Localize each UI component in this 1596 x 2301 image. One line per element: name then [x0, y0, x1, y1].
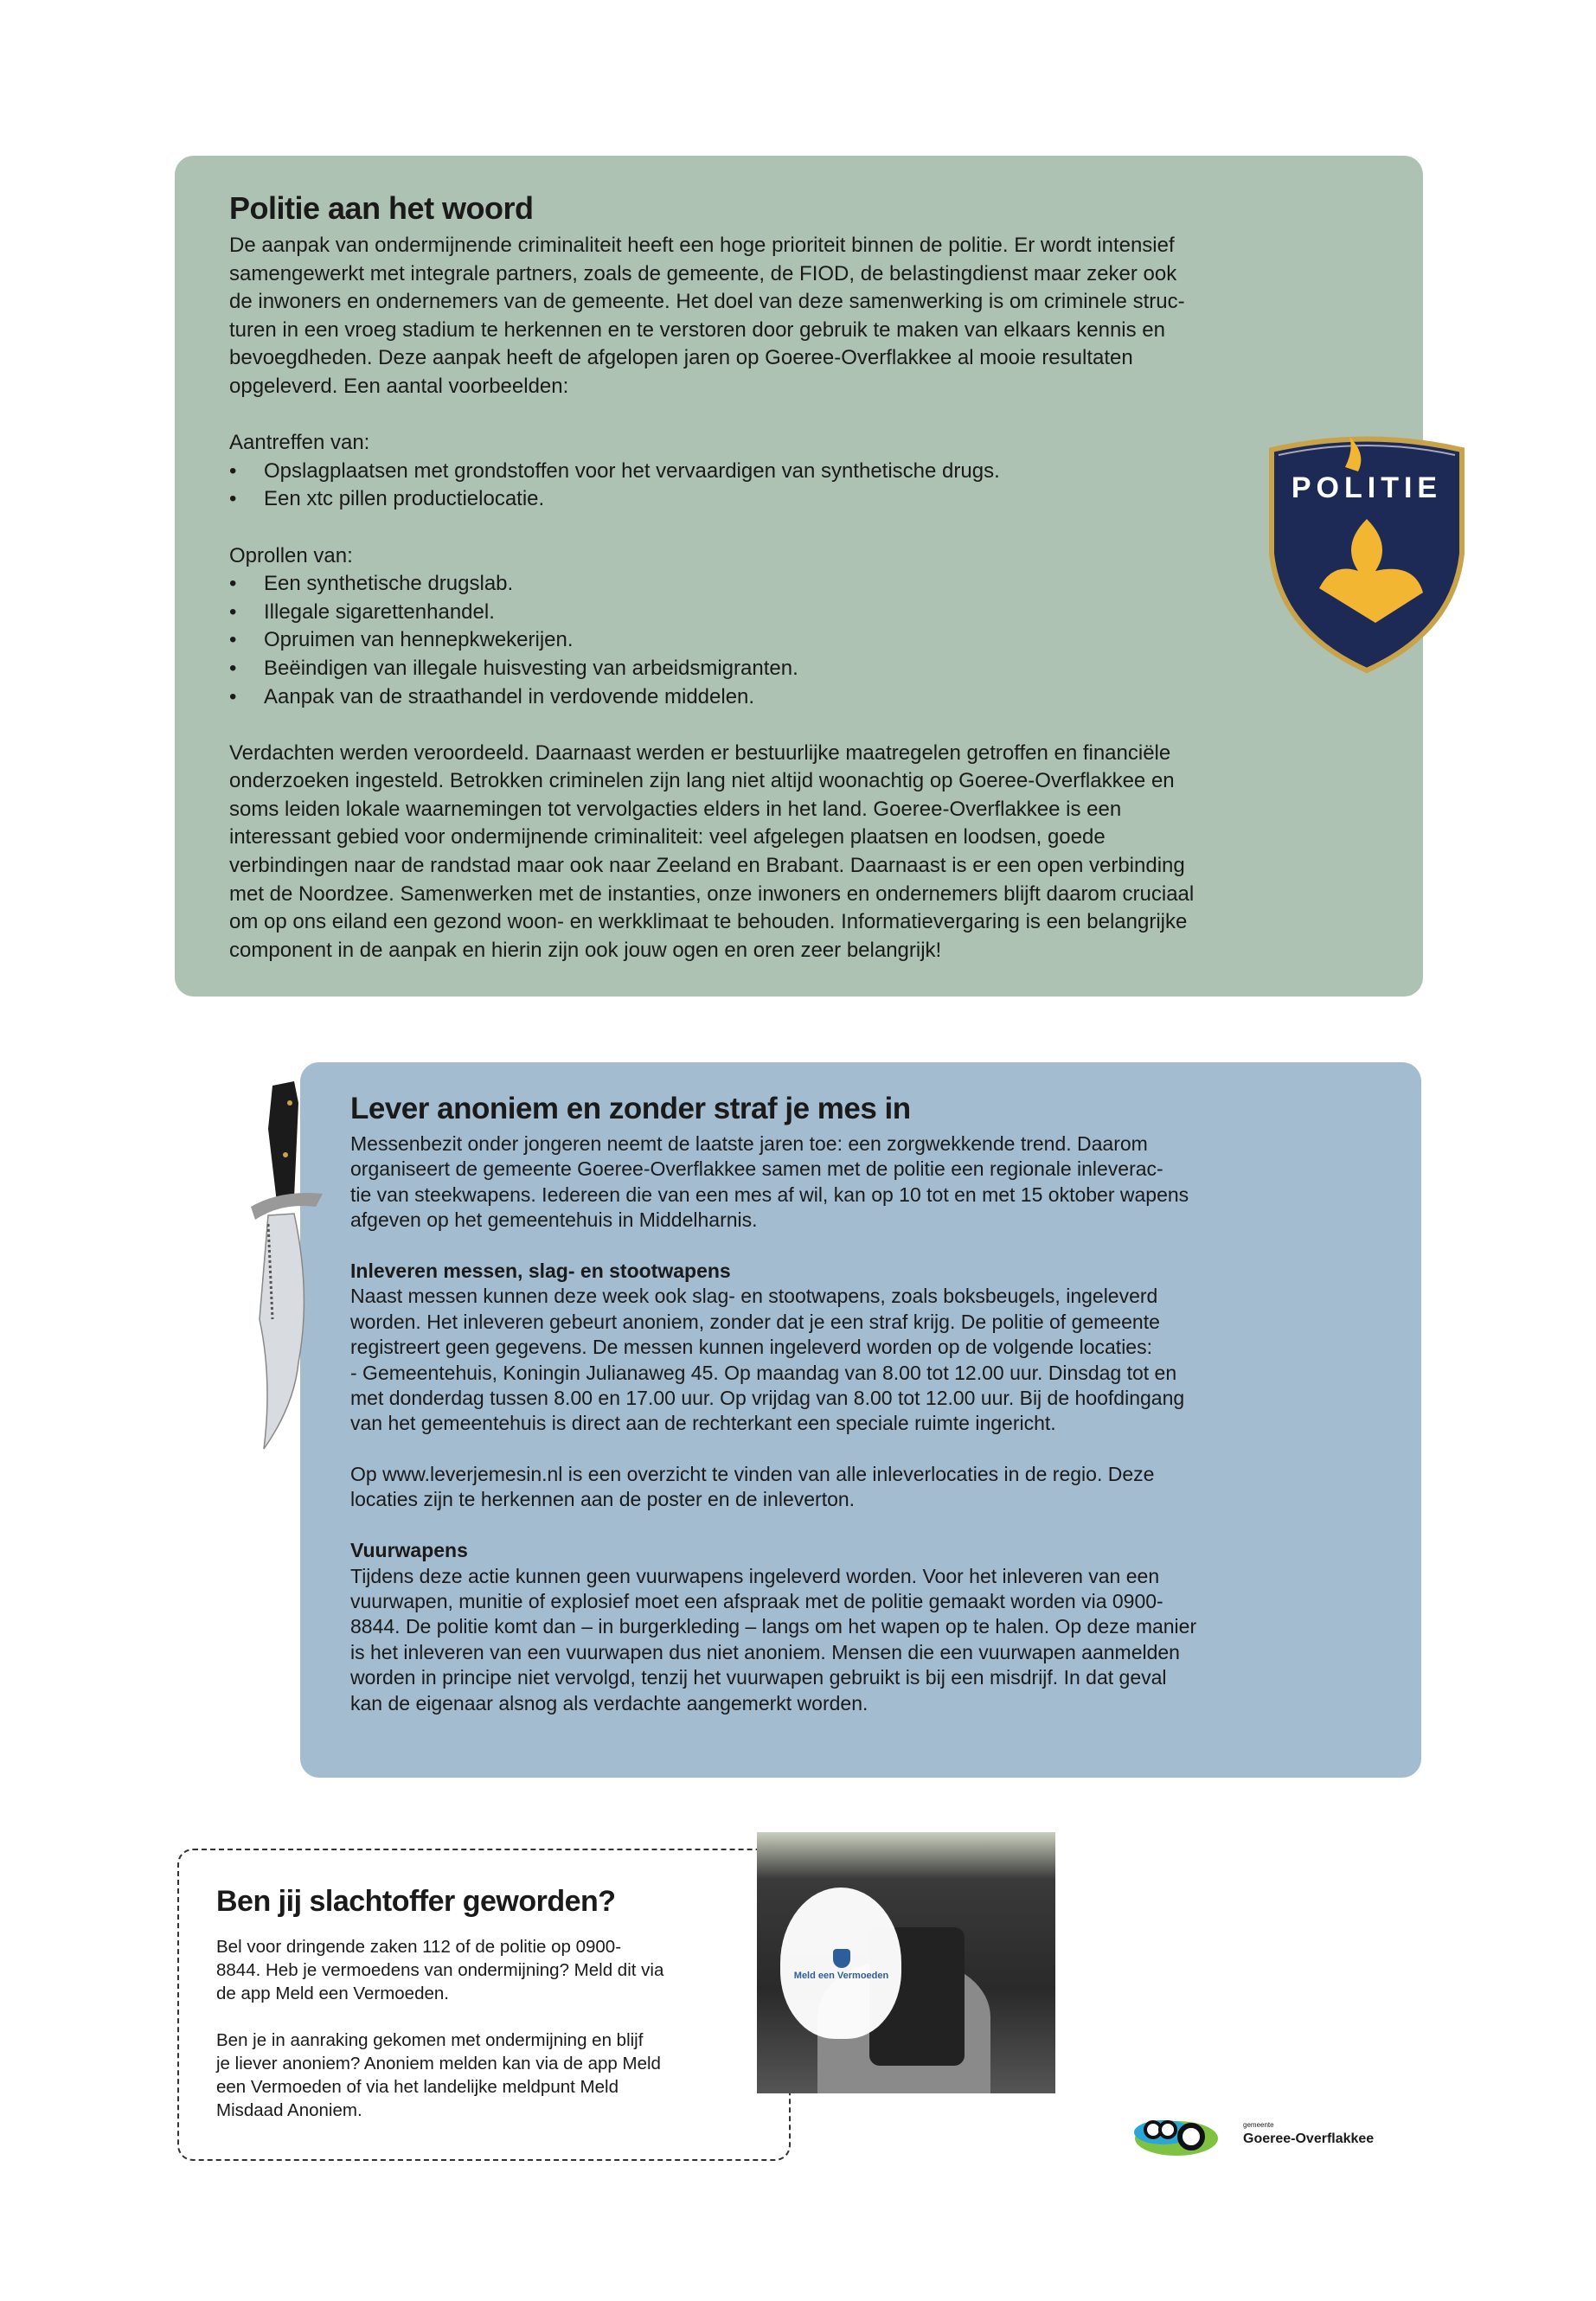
text-line: locaties zijn te herkennen aan de poster en de inleverton.	[350, 1488, 856, 1511]
text-line	[350, 1437, 1196, 1462]
text-line: Bel voor dringende zaken 112 of de politie op 0900-	[216, 1937, 622, 1957]
list-item: • Een synthetische drugslab.	[229, 570, 1194, 599]
list-item: • Een xtc pillen productielocatie.	[229, 485, 1194, 514]
text-line	[229, 514, 1194, 542]
text-line: met de Noordzee. Samenwerken met de instanties, onze inwoners en ondernemers blijft daarom cruciaal	[229, 881, 1195, 906]
politie-badge-logo	[1263, 433, 1471, 675]
text-line	[229, 401, 1194, 430]
text-line: verbindingen naar de randstad maar ook naar Zeeland en Brabant. Daarnaast is er een open verbinding	[229, 854, 1185, 878]
text-line: Op www.leverjemesin.nl is een overzicht te vinden van alle inleverlocaties in de regio. Deze	[350, 1463, 1155, 1486]
list-item: • Illegale sigarettenhandel.	[229, 599, 1194, 627]
list-item: • Aanpak van de straathandel in verdovende middelen.	[229, 683, 1194, 712]
text-line: een Vermoeden of via het landelijke meldpunt Meld	[216, 2077, 619, 2097]
list-item: • Beëindigen van illegale huisvesting van arbeidsmigranten.	[229, 655, 1194, 683]
text-line: om op ons eiland een gezond woon- en werkklimaat te behouden. Informatievergaring is een belangrijke	[229, 910, 1188, 934]
text-line	[350, 1513, 1196, 1538]
list-item: • Opslagplaatsen met grondstoffen voor het vervaardigen van synthetische drugs.	[229, 458, 1194, 486]
knife-image	[247, 1077, 329, 1458]
text-line: bevoegdheden. Deze aanpak heeft de afgelopen jaren op Goeree-Overflakkee al mooie resultaten	[229, 346, 1133, 370]
text-line: component in de aanpak en hierin zijn ook jouw ogen en oren zeer belangrijk!	[229, 938, 942, 962]
text-line: van het gemeentehuis is direct aan de rechterkant een speciale ruimte ingericht.	[350, 1412, 1056, 1435]
text-line: interessant gebied voor ondermijnende criminaliteit: veel afgelegen plaatsen en loodsen, goede	[229, 825, 1106, 849]
text-line	[350, 1234, 1196, 1259]
badge-text: POLITIE	[1291, 471, 1443, 504]
text-line: met donderdag tussen 8.00 en 17.00 uur. Op vrijdag van 8.00 tot 12.00 uur. Bij de hoofdingang	[350, 1386, 1185, 1409]
text-line: worden in principe niet vervolgd, tenzij het vuurwapen gebruikt is bij een misdrijf. In dat geval	[350, 1666, 1167, 1689]
text-line: je liever anoniem? Anoniem melden kan via de app Meld	[216, 2054, 661, 2073]
text-line	[216, 2005, 663, 2029]
text-line: vuurwapen, munitie of explosief moet een afspraak met de politie gemaakt worden via 0900-	[350, 1590, 1163, 1613]
subheading: Inleveren messen, slag- en stootwapens	[350, 1259, 731, 1282]
text-line: organiseert de gemeente Goeree-Overflakkee samen met de politie een regionale inleverac-	[350, 1157, 1163, 1181]
text-line: Messenbezit onder jongeren neemt de laatste jaren toe: een zorgwekkende trend. Daarom	[350, 1132, 1148, 1155]
app-icon	[833, 1949, 850, 1968]
meld-een-vermoeden-photo	[757, 1832, 1055, 2093]
text-line: registreert geen gegevens. De messen kunnen ingeleverd worden op de volgende locaties:	[350, 1336, 1152, 1359]
police-section-body	[229, 232, 1194, 965]
text-line: de app Meld een Vermoeden.	[216, 1984, 449, 2003]
text-line: worden. Het inleveren gebeurt anoniem, zonder dat je een straf krijg. De politie of gemeente	[350, 1310, 1160, 1333]
victim-section-body	[216, 1935, 663, 2122]
text-line: - Gemeentehuis, Koningin Julianaweg 45. Op maandag van 8.00 tot 12.00 uur. Dinsdag tot en	[350, 1361, 1177, 1384]
knife-amnesty-section	[300, 1062, 1421, 1778]
text-line: Aantreffen van:	[229, 431, 370, 455]
text-line: is het inleveren van een vuurwapen dus niet anoniem. Mensen die een vuurwapen aanmelden	[350, 1640, 1180, 1663]
text-line: onderzoeken ingesteld. Betrokken criminelen zijn lang niet altijd woonachtig op Goeree-Overflakkee en	[229, 769, 1175, 793]
goeree-overflakkee-logo	[1129, 2111, 1406, 2163]
text-line: Naast messen kunnen deze week ook slag- en stootwapens, zoals boksbeugels, ingeleverd	[350, 1285, 1158, 1308]
photo-app-label: Meld een Vermoeden	[793, 1971, 889, 1981]
text-line: 8844. De politie komt dan – in burgerkleding – langs om het wapen op te halen. Op deze manier	[350, 1615, 1197, 1638]
text-line: Tijdens deze actie kunnen geen vuurwapens ingeleverd worden. Voor het inleveren van een	[350, 1564, 1160, 1587]
text-line: 8844. Heb je vermoedens van ondermijning? Meld dit via	[216, 1960, 664, 1980]
text-line: Ben je in aanraking gekomen met ondermijning en blijf	[216, 2030, 644, 2050]
victim-section	[177, 1849, 791, 2161]
text-line: samengewerkt met integrale partners, zoals de gemeente, de FIOD, de belastingdienst maar zeker ook	[229, 261, 1177, 285]
municipality-logo-icon	[1129, 2111, 1241, 2163]
logo-name: Goeree-Overflakkee	[1243, 2131, 1375, 2146]
text-line: Verdachten werden veroordeeld. Daarnaast werden er bestuurlijke maatregelen getroffen en financiële	[229, 740, 1171, 765]
knife-section-body	[350, 1131, 1196, 1716]
knife-section-title: Lever anoniem en zonder straf je mes in	[350, 1092, 911, 1125]
text-line: tie van steekwapens. Iedereen die van een mes af wil, kan op 10 tot en met 15 oktober wapens	[350, 1183, 1189, 1206]
text-line: De aanpak van ondermijnende criminaliteit heeft een hoge prioriteit binnen de politie. Er wordt intensief	[229, 234, 1175, 257]
text-line	[229, 711, 1194, 740]
text-line: turen in een vroeg stadium te herkennen en te verstoren door gebruik te maken van elkaars kennis en	[229, 317, 1165, 342]
list-item: • Opruimen van hennepkwekerijen.	[229, 626, 1194, 655]
text-line: Oprollen van:	[229, 543, 353, 567]
text-line: afgeven op het gemeentehuis in Middelharnis.	[350, 1208, 758, 1232]
victim-section-title: Ben jij slachtoffer geworden?	[216, 1885, 616, 1918]
police-section-title: Politie aan het woord	[229, 190, 534, 226]
text-line: opgeleverd. Een aantal voorbeelden:	[229, 374, 569, 398]
text-line: soms leiden lokale waarnemingen tot vervolgacties elders in het land. Goeree-Overflakkee is een	[229, 797, 1122, 821]
police-section	[175, 156, 1423, 997]
text-line: Misdaad Anoniem.	[216, 2100, 362, 2120]
logo-small-text: gemeente	[1243, 2121, 1274, 2129]
text-line: kan de eigenaar alsnog als verdachte aangemerkt worden.	[350, 1691, 869, 1715]
text-line: de inwoners en ondernemers van de gemeente. Het doel van deze samenwerking is om criminele struc-	[229, 290, 1185, 314]
subheading: Vuurwapens	[350, 1539, 468, 1562]
